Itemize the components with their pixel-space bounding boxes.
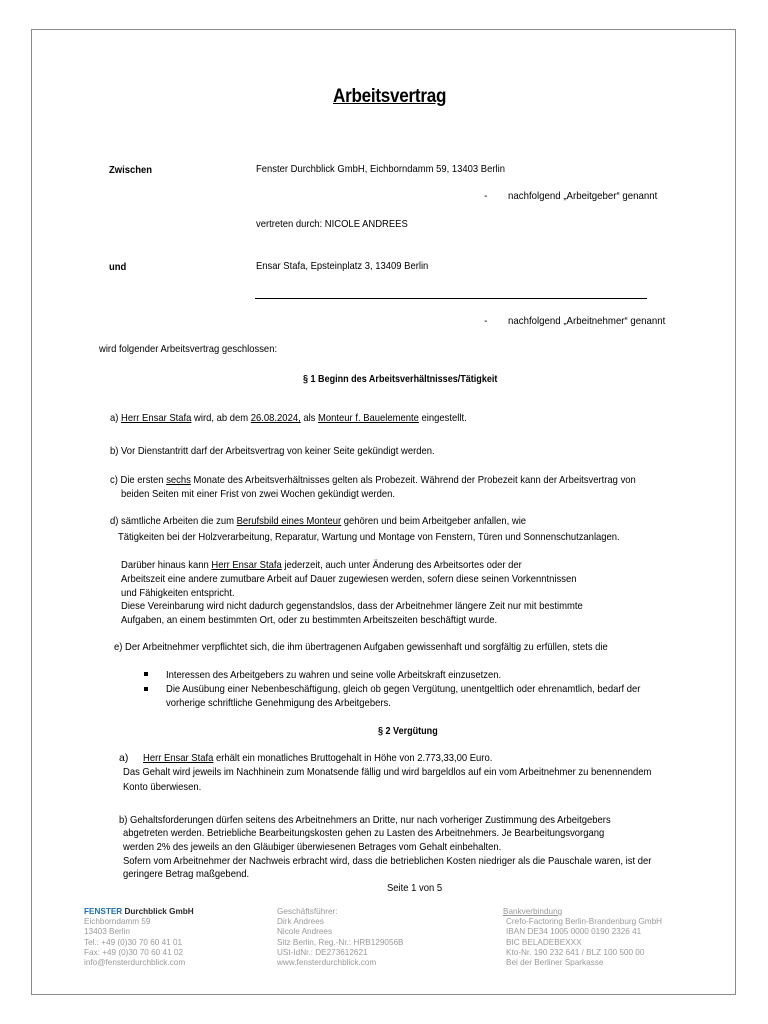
clause-1d-prefix: d) sämtliche Arbeiten die zum [110,515,237,527]
clause-2b-line5: geringere Betrag maßgebend. [123,868,250,880]
clause-2b-line4: Sofern vom Arbeitnehmer der Nachweis erbracht wird, dass die betrieblichen Kosten niedriger als die Pauschale waren, ist der [123,855,652,867]
salary-text: erhält ein monatliches Bruttogehalt in Höhe von 2.773,33,00 Euro. [213,752,493,764]
clause-2a-line1 [143,752,492,765]
clause-1c-line1 [110,474,636,487]
zwischen-label: Zwischen [109,164,153,176]
employee-dash: - [484,315,488,327]
bullet-item-2-line2: vorherige schriftliche Genehmigung des Arbeitgebers. [166,697,391,709]
clause-1d-para-line5: Aufgaben, an einem bestimmten Ort, oder zu bestimmten Arbeitszeiten beschäftigt wurde. [121,614,498,626]
clause-1a-mid2: als [300,412,319,424]
bullet-item-2-line1: Die Ausübung einer Nebenbeschäftigung, gleich ob gegen Vergütung, unentgeltlich oder ehrenamtlich, bedarf der [166,683,641,695]
logo-fenster: FENSTER [84,907,123,916]
employee-name-2: Herr Ensar Stafa [211,559,282,571]
document-title: Arbeitsvertrag [333,86,447,107]
clause-2a-line2: Das Gehalt wird jeweils im Nachhinein zum Monatsende fällig und wird bargeldlos auf ein vom Arbeitnehmer zu benennendem [123,766,652,778]
bank-line-1: Crefo-Factoring Berlin-Brandenburg GmbH [506,917,663,927]
company-register: Sitz Berlin, Reg.-Nr.: HRB129056B [277,937,404,947]
company-logo [84,907,194,917]
clause-1d-rest: gehören und beim Arbeitgeber anfallen, wie [341,515,527,527]
footer-company [84,907,194,968]
section1-heading: § 1 Beginn des Arbeitsverhältnisses/Tätigkeit [303,373,498,385]
manager-name-2: Nicole Andrees [277,927,333,937]
employee-role: nachfolgend „Arbeitnehmer“ genannt [508,315,666,327]
employee-name: Herr Ensar Stafa [121,412,192,424]
para-rest: jederzeit, auch unter Änderung des Arbeitsortes oder der [281,559,522,571]
bank-account: Kto-Nr. 190 232 641 / BLZ 100 500 00 [506,947,645,957]
clause-1d-para-line2: Arbeitszeit eine andere zumutbare Arbeit auf Dauer zugewiesen werden, sofern diese seinen Vorkenntnissen [121,573,577,585]
clause-2a-label: a) [119,752,129,764]
clause-1d-para-line3: und Fähigkeiten entspricht. [121,587,235,599]
clause-1d-para-line4: Diese Vereinbarung wird nicht dadurch gegenstandslos, dass der Arbeitnehmer längere Zeit nur mit bestimmte [121,600,583,612]
company-fax: Fax: +49 (0)30 70 60 41 02 [84,947,184,957]
clause-1d-line1 [110,515,526,528]
clause-1a-mid: wird, ab dem [191,412,251,424]
manager-name-1: Dirk Andrees [277,917,324,927]
footer-management [277,907,404,968]
clause-2b-line2: abgetreten werden. Betriebliche Bearbeitungskosten gehen zu Lasten des Arbeitnehmers. Je Bearbeitungsvorgang [123,827,605,839]
company-website: www.fensterdurchblick.com [277,958,377,968]
employee-line: Ensar Stafa, Epsteinplatz 3, 13409 Berlin [256,260,429,272]
clause-1b: b) Vor Dienstantritt darf der Arbeitsvertrag von keiner Seite gekündigt werden. [110,445,435,457]
company-street: Eichborndamm 59 [84,917,151,927]
employee-name-3: Herr Ensar Stafa [143,752,214,764]
clause-2a-line3: Konto überwiesen. [123,781,202,793]
company-city: 13403 Berlin [84,927,130,937]
clause-1a-prefix: a) [110,412,122,424]
clause-1e: e) Der Arbeitnehmer verpflichtet sich, die ihm übertragenen Aufgaben gewissenhaft und sorgfältig zu erfüllen, stets die [114,641,608,653]
company-email: info@fensterdurchblick.com [84,958,186,968]
start-date: 26.08.2024, [250,412,301,424]
clause-1a-suffix: eingestellt. [418,412,467,424]
employer-line: Fenster Durchblick GmbH, Eichborndamm 59, 13403 Berlin [256,163,505,175]
bank-iban: IBAN DE34 1005 0000 0190 2326 41 [506,927,642,937]
clause-2b-line1: b) Gehaltsforderungen dürfen seitens des Arbeitnehmers an Dritte, nur nach vorheriger Zustimmung des Arbeitgebers [119,814,611,826]
clause-1d-para-line1 [121,559,522,572]
logo-gmbh: GmbH [169,907,194,916]
bullet-marker-1 [144,672,148,676]
employer-role: nachfolgend „Arbeitgeber“ genannt [508,190,658,202]
para-prefix: Darüber hinaus kann [121,559,212,571]
und-label: und [109,261,127,273]
bank-name: Bei der Berliner Sparkasse [506,958,604,968]
bank-label: Bankverbindung [503,907,563,916]
job-role: Monteur f. Bauelemente [318,412,419,424]
signature-line [255,298,647,299]
company-vat: USt-IdNr.: DE273612621 [277,947,368,957]
represented-by: vertreten durch: NICOLE ANDREES [256,218,408,230]
logo-durchblick: Durchblick [124,907,167,916]
probation-months: sechs [166,474,191,486]
section2-heading: § 2 Vergütung [378,725,438,737]
clause-1c-line2: beiden Seiten mit einer Frist von zwei Wochen gekündigt werden. [121,488,396,500]
job-profile: Berufsbild eines Monteur [236,515,342,527]
clause-1a [110,412,467,425]
company-tel: Tel.: +49 (0)30 70 60 41 01 [84,937,183,947]
page-number: Seite 1 von 5 [387,882,443,894]
clause-1c-rest: Monate des Arbeitsverhältnisses gelten als Probezeit. Während der Probezeit kann der Arbeitsvertrag von [190,474,636,486]
clause-1c-prefix: c) Die ersten [110,474,167,486]
bullet-item-1: Interessen des Arbeitgebers zu wahren und seine volle Arbeitskraft einzusetzen. [166,669,502,681]
employer-dash: - [484,190,488,202]
contract-intro: wird folgender Arbeitsvertrag geschlossen: [99,343,278,355]
bank-bic: BIC BELADEBEXXX [506,937,582,947]
footer-bank [503,907,662,968]
clause-2b-line3: werden 2% des jeweils an den Gläubiger überwiesenen Betrages vom Gehalt einbehalten. [123,841,502,853]
clause-1d-line2: Tätigkeiten bei der Holzverarbeitung, Reparatur, Wartung und Montage von Fenstern, Türen und Sonnenschutzanlagen. [118,531,620,543]
management-label: Geschäftsführer: [277,907,338,916]
bullet-marker-2 [144,687,148,691]
